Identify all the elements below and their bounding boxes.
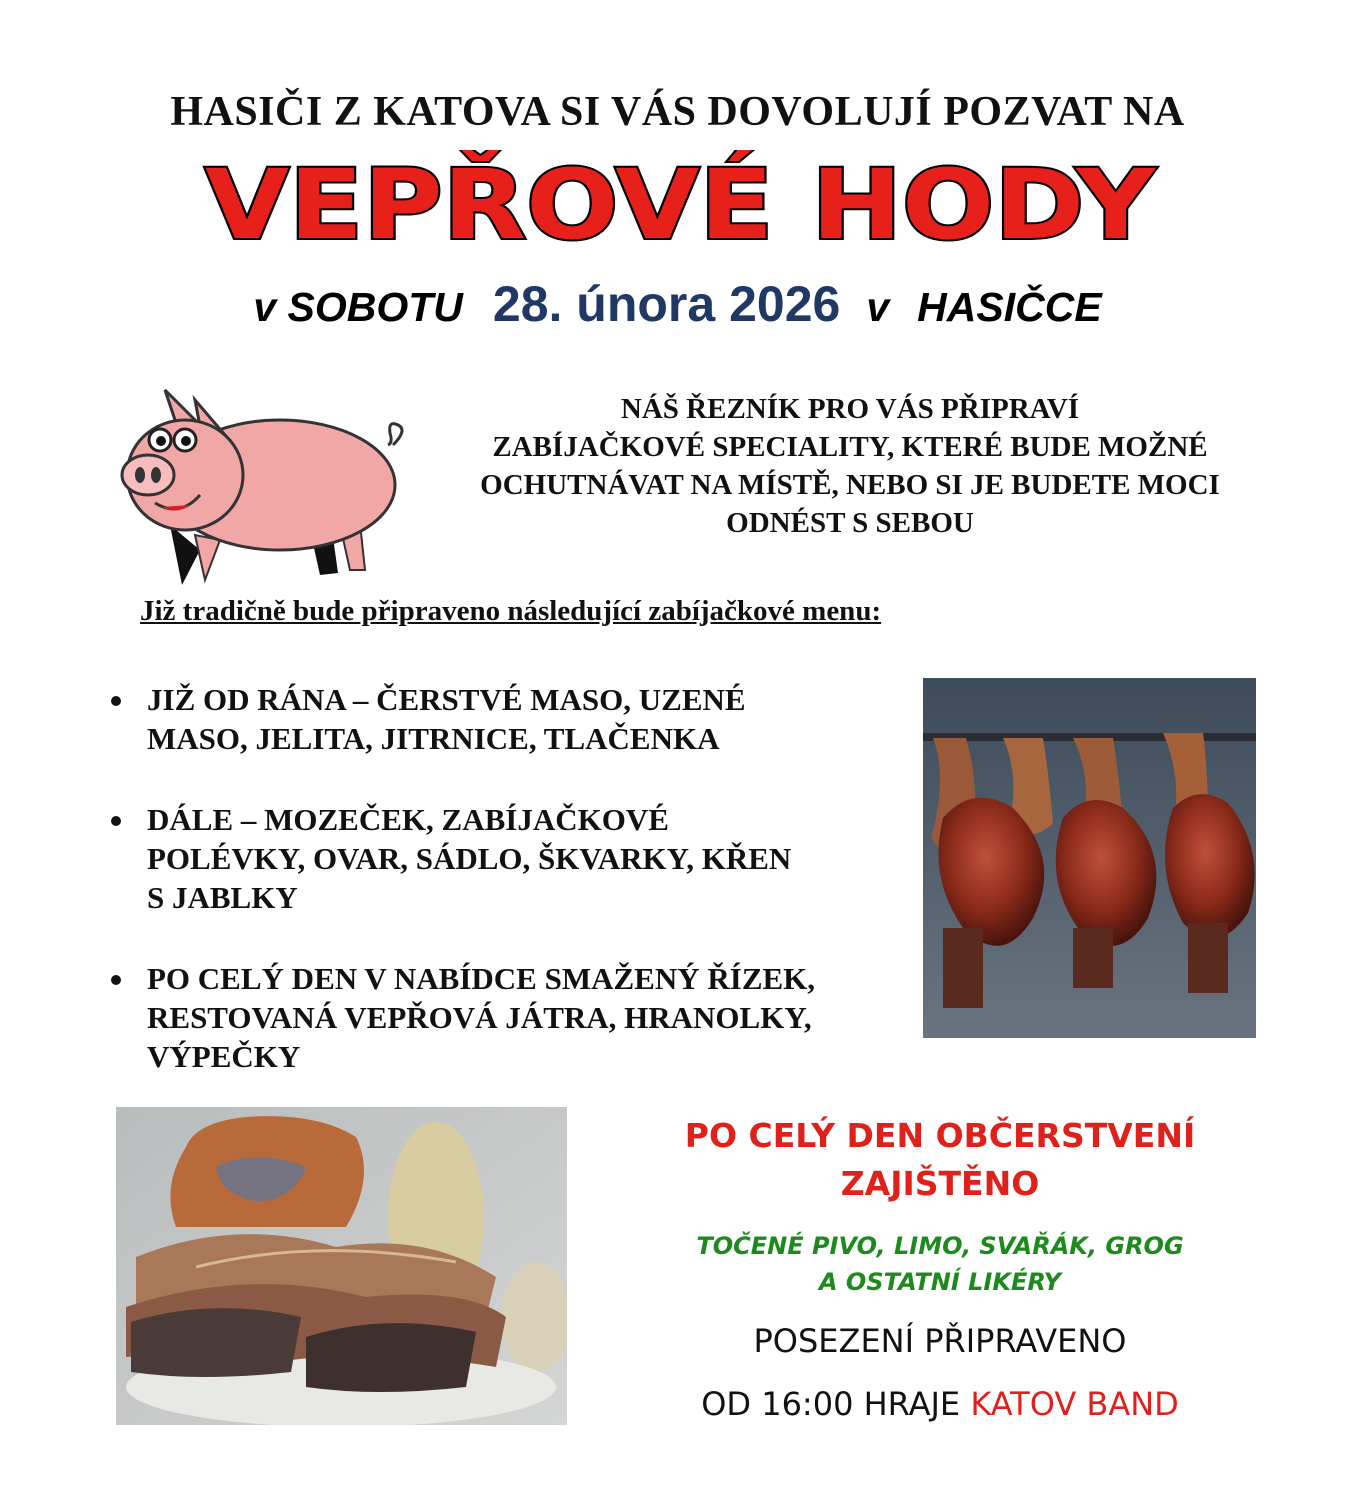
pig-illustration	[110, 375, 410, 590]
butcher-line-4: ODNÉST S SEBOU	[726, 507, 974, 539]
bullet-icon	[111, 975, 121, 985]
date-prefix: v SOBOTU	[253, 284, 463, 330]
date-line	[0, 275, 1355, 333]
event-title-text: VEPŘOVÉ HODY	[205, 150, 1046, 260]
sausages-photo	[116, 1107, 567, 1425]
smoked-meat-photo	[923, 678, 1256, 1038]
refreshments-title	[620, 1112, 1260, 1208]
music-prefix: OD 16:00 HRAJE	[701, 1385, 961, 1423]
refreshments-title-line: PO CELÝ DEN OBČERSTVENÍ	[684, 1116, 1196, 1155]
butcher-line-1: NÁŠ ŘEZNÍK PRO VÁS PŘIPRAVÍ	[620, 393, 1080, 425]
list-item	[105, 959, 905, 1076]
menu-intro: Již tradičně bude připraveno následující zabíjačkové menu:	[140, 595, 882, 627]
event-date: 28. února 2026	[492, 276, 841, 332]
drinks-line: TOČENÉ PIVO, LIMO, SVAŘÁK, GROG	[696, 1232, 1184, 1260]
menu-item-line: JIŽ OD RÁNA – ČERSTVÉ MASO, UZENÉ	[147, 682, 746, 717]
seating-note: POSEZENÍ PŘIPRAVENO	[753, 1322, 1127, 1360]
menu-item-line: POLÉVKY, OVAR, SÁDLO, ŠKVARKY, KŘEN	[147, 841, 792, 876]
bullet-icon	[111, 696, 121, 706]
menu-item-line: S JABLKY	[147, 880, 298, 915]
invitation-line: HASIČI Z KATOVA SI VÁS DOVOLUJÍ POZVAT NA	[170, 89, 1185, 135]
music-note	[620, 1385, 1260, 1423]
event-title	[180, 150, 1180, 260]
band-name: KATOV BAND	[970, 1385, 1179, 1423]
menu-item-line: PO CELÝ DEN V NABÍDCE SMAŽENÝ ŘÍZEK,	[147, 961, 816, 996]
drinks-line: A OSTATNÍ LIKÉRY	[818, 1268, 1061, 1296]
date-connector: v	[866, 284, 890, 330]
list-item	[105, 680, 905, 758]
list-item	[105, 800, 905, 917]
menu-item-line: VÝPEČKY	[147, 1039, 301, 1074]
butcher-line-2: ZABÍJAČKOVÉ SPECIALITY, KTERÉ BUDE MOŽNÉ	[492, 431, 1208, 463]
butcher-announcement	[400, 390, 1300, 542]
butcher-line-3: OCHUTNÁVAT NA MÍSTĚ, NEBO SI JE BUDETE MOCI	[480, 469, 1220, 501]
menu-item-line: RESTOVANÁ VEPŘOVÁ JÁTRA, HRANOLKY,	[147, 1000, 812, 1035]
refreshments-title-line: ZAJIŠTĚNO	[840, 1164, 1040, 1203]
bullet-icon	[111, 816, 121, 826]
menu-item-line: DÁLE – MOZEČEK, ZABÍJAČKOVÉ	[147, 802, 669, 837]
menu-item-line: MASO, JELITA, JITRNICE, TLAČENKA	[147, 721, 720, 756]
menu-list	[105, 680, 905, 1118]
event-place: HASIČCE	[917, 284, 1102, 330]
drinks-list	[620, 1228, 1260, 1300]
